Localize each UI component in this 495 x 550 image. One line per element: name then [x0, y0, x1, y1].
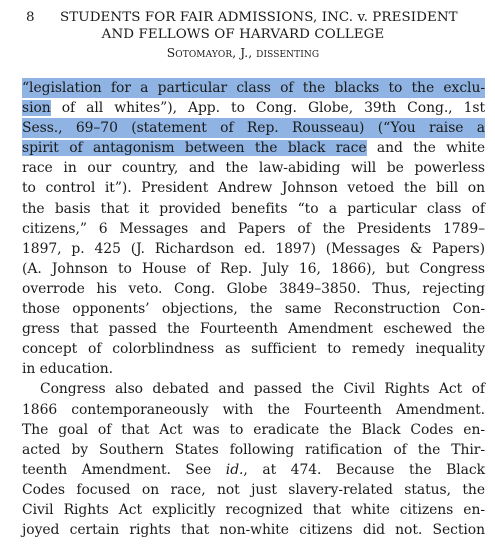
text-line[interactable]: 1897, p. 425 (J. Richardson ed. 1897) (Messages & Papers): [22, 240, 485, 257]
text-line[interactable]: 1866 contemporaneously with the Fourteenth Amendment.: [22, 401, 485, 418]
text-line[interactable]: acted by Southern States following ratification of the Thir-: [22, 441, 485, 458]
id-citation: id.: [225, 461, 244, 478]
text-line[interactable]: Codes focused on race, not just slavery-related status, the: [22, 481, 485, 498]
highlighted-text: sion: [22, 100, 51, 117]
text-line[interactable]: sion of all whites”), App. to Cong. Globe, 39th Cong., 1st: [22, 100, 485, 117]
text-line[interactable]: race in our country, and the law-abiding will be powerless: [22, 160, 485, 177]
text-line[interactable]: joyed certain rights that non-white citizens did not. Section: [22, 522, 485, 539]
text-line[interactable]: (A. Johnson to House of Rep. July 16, 1866), but Congress: [22, 260, 485, 277]
text-line[interactable]: spirit of antagonism between the black race and the white: [22, 140, 486, 157]
text-line[interactable]: citizens,” 6 Messages and Papers of the Presidents 1789–: [22, 220, 485, 237]
opinion-body: [22, 78, 485, 540]
text-line[interactable]: in education.: [22, 361, 114, 378]
text-line-highlighted[interactable]: “legislation for a particular class of the blacks to the exclu-: [22, 78, 485, 98]
highlighted-text: spirit of antagonism between the black race: [22, 140, 367, 157]
text-line[interactable]: the basis that it provided benefits “to a particular class of: [22, 200, 485, 217]
text-line[interactable]: teenth Amendment. See id., at 474. Because the Black: [22, 461, 485, 478]
text-line-highlighted[interactable]: Sess., 69–70 (statement of Rep. Rousseau) (“You raise a: [22, 118, 485, 138]
text-line[interactable]: Civil Rights Act explicitly recognized that white citizens en-: [22, 501, 485, 518]
text-line[interactable]: those opponents’ objections, the same Reconstruction Con-: [22, 301, 485, 318]
text-line[interactable]: overrode his veto. Cong. Globe 3849–3850. Thus, rejecting: [22, 280, 485, 297]
opinion-label: Sotomayor, J., dissenting: [166, 46, 320, 60]
text-line[interactable]: The goal of that Act was to eradicate the Black Codes en-: [22, 421, 485, 438]
case-title-line-1: STUDENTS FOR FAIR ADMISSIONS, INC. v. PRESIDENT: [60, 10, 458, 25]
text-line[interactable]: gress that passed the Fourteenth Amendment eschewed the: [22, 321, 485, 338]
text-line[interactable]: concept of colorblindness as sufficient to remedy inequality: [22, 341, 485, 358]
text-line[interactable]: to control it”). President Andrew Johnson vetoed the bill on: [22, 180, 485, 197]
case-title-line-2: AND FELLOWS OF HARVARD COLLEGE: [101, 27, 385, 42]
text-line[interactable]: Congress also debated and passed the Civil Rights Act of: [40, 381, 485, 398]
page-number: 8: [26, 10, 35, 25]
